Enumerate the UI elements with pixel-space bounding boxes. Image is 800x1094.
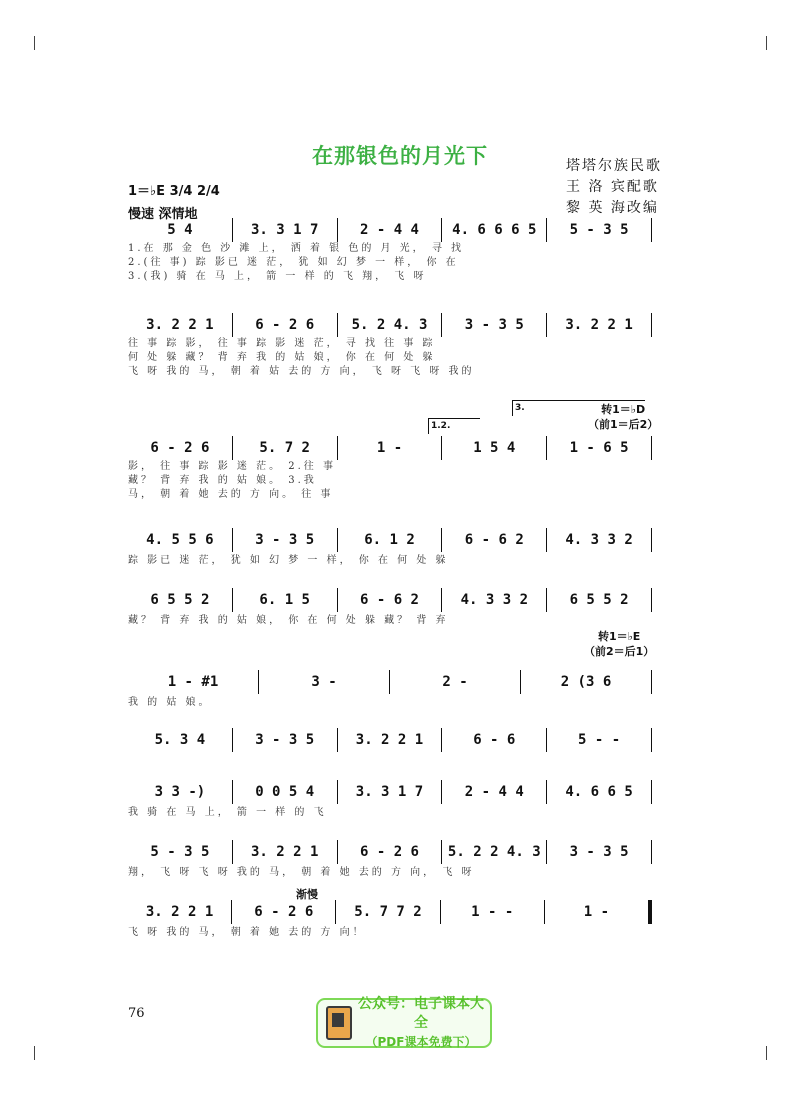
note-line [128, 528, 652, 552]
music-system [128, 728, 652, 754]
measure: 3 - 3 5 [255, 532, 315, 548]
measure: 6 - 2 6 [150, 440, 210, 456]
measure: 6 5 5 2 [150, 592, 210, 608]
credit-line: 黎 英 海改编 [566, 200, 659, 216]
measure: 2 (3 6 [560, 674, 612, 690]
lyric-line: 飞 呀 我的 马， 朝 着 她 去的 方 向！ [128, 927, 366, 938]
measure: 4. 6 6 5 [565, 784, 633, 800]
bar-line [651, 313, 652, 337]
measure: 5 4 [167, 222, 193, 238]
measure: 3 - 3 5 [569, 844, 629, 860]
bar-line [651, 528, 652, 552]
note-line [128, 728, 652, 752]
measure: 3. 3 1 7 [250, 222, 319, 238]
key-signature: 1＝♭E 3/4 2/4 [128, 184, 220, 199]
measure: 6 - 2 6 [255, 317, 315, 333]
lyric-line: 我 的 姑 娘。 [128, 697, 212, 708]
music-system [128, 780, 652, 820]
measure: 3. 2 2 1 [146, 317, 214, 333]
note-line [128, 900, 652, 924]
ending-bracket-12: 1.2. [428, 418, 480, 434]
measure: 6 5 5 2 [569, 592, 629, 608]
lyric-line: 往 事 踪 影， 往 事 踪 影 迷 茫， 寻 找 往 事 踪 [128, 338, 436, 349]
credit-line: 王 洛 宾配歌 [566, 179, 659, 195]
bar-line [651, 436, 652, 460]
measure: 1 5 4 [473, 440, 516, 456]
music-system [128, 900, 652, 940]
measure: 6 - 2 6 [359, 844, 419, 860]
measure: 4. 3 3 2 [460, 592, 528, 608]
lyric-line: 何 处 躲 藏？ 背 弃 我 的 姑 娘， 你 在 何 处 躲 [128, 352, 436, 363]
lyric-line: 马， 朝 着 她 去的 方 向。 往 事 [128, 489, 334, 500]
credit-line: 塔塔尔族民歌 [566, 158, 662, 174]
crop-mark [34, 1046, 35, 1060]
ending-bracket-3: 3. [512, 400, 645, 416]
lyric-line: 飞 呀 我的 马， 朝 着 姑 去的 方 向， 飞 呀 飞 呀 我的 [128, 366, 475, 377]
badge-title: 公众号：电子课本大全 [358, 995, 484, 1031]
measure: 3. 3 1 7 [355, 784, 424, 800]
music-system [128, 588, 652, 628]
measure: 3 - 3 5 [464, 317, 524, 333]
measure: 4. 3 3 2 [565, 532, 633, 548]
lyric-line: 影， 往 事 踪 影 迷 茫。 2.往 事 [128, 461, 336, 472]
note-line [128, 218, 652, 242]
bar-line [651, 670, 652, 694]
measure: 1 - - [471, 904, 514, 920]
measure: 6. 1 5 [259, 592, 310, 608]
measure: 6 - 6 2 [464, 532, 524, 548]
measure: 5. 2 4. 3 [351, 317, 428, 333]
measure: 4. 6 6 6 5 [452, 222, 537, 238]
measure: 6 - 6 [473, 732, 516, 748]
tempo-marking: 慢速 深情地 [128, 207, 198, 222]
measure: 2 - [442, 674, 468, 690]
measure: 6 - 6 2 [359, 592, 419, 608]
bar-line [651, 218, 652, 242]
measure: 3. 2 2 1 [565, 317, 633, 333]
music-system [128, 218, 652, 284]
modulation-note [584, 629, 654, 659]
measure: 0 0 5 4 [255, 784, 315, 800]
modulation-key: 转1＝♭D [601, 403, 646, 416]
lyric-line: 藏？ 背 弃 我 的 姑 娘。 3.我 [128, 475, 317, 486]
note-line [128, 840, 652, 864]
measure: 3. 2 2 1 [145, 904, 214, 920]
measure: 5. 2 2 4. 3 [447, 844, 541, 860]
page-number: 76 [128, 1006, 145, 1021]
lyric-line: 踪 影已 迷 茫， 犹 如 幻 梦 一 样， 你 在 何 处 躲 [128, 555, 449, 566]
measure: 5 - - [578, 732, 621, 748]
crop-mark [766, 1046, 767, 1060]
modulation-relation: （前2＝后1） [584, 645, 655, 658]
measure: 5. 3 4 [154, 732, 206, 748]
note-line [128, 313, 652, 337]
watermark-badge [316, 995, 492, 1049]
note-line [128, 780, 652, 804]
modulation-key: 转1＝♭E [597, 630, 641, 643]
measure: 5. 7 7 2 [354, 904, 422, 920]
note-line [128, 436, 652, 460]
bar-line [651, 780, 652, 804]
credits [566, 156, 662, 219]
badge-subtitle: （PDF课本免费下） [365, 1034, 477, 1049]
book-icon [326, 1006, 352, 1040]
measure: 2 - 4 4 [359, 222, 419, 238]
measure: 1 - #1 [167, 674, 219, 690]
measure: 5 - 3 5 [150, 844, 210, 860]
measure: 3. 2 2 1 [250, 844, 319, 860]
lyric-line: 2.(往 事) 踪 影已 迷 茫， 犹 如 幻 梦 一 样， 你 在 [128, 257, 459, 268]
lyric-line: 1.在 那 金 色 沙 滩 上， 洒 着 银 色的 月 光， 寻 找 [128, 243, 465, 254]
crop-mark [766, 36, 767, 50]
music-system [128, 436, 652, 502]
music-system [128, 670, 652, 710]
note-line [128, 670, 652, 694]
measure: 3. 2 2 1 [355, 732, 424, 748]
measure: 6 - 2 6 [254, 904, 314, 920]
bar-line [651, 588, 652, 612]
bar-line [651, 728, 652, 752]
music-system [128, 313, 652, 379]
measure: 3 - 3 5 [255, 732, 315, 748]
music-system [128, 840, 652, 880]
note-line [128, 588, 652, 612]
measure: 4. 5 5 6 [146, 532, 214, 548]
bar-line [648, 900, 652, 924]
song-title: 在那银色的月光下 [312, 144, 488, 168]
lyric-line: 藏？ 背 弃 我 的 姑 娘， 你 在 何 处 躲 藏？ 背 弃 [128, 615, 449, 626]
measure: 5 - 3 5 [569, 222, 629, 238]
bar-line [651, 840, 652, 864]
measure: 3 - [311, 674, 337, 690]
measure: 1 - [583, 904, 610, 920]
lyric-line: 我 骑 在 马 上， 箭 一 样 的 飞 [128, 807, 327, 818]
lyric-line: 翔， 飞 呀 飞 呀 我的 马， 朝 着 她 去的 方 向， 飞 呀 [128, 867, 475, 878]
lyric-line: 3.(我) 骑 在 马 上， 箭 一 样 的 飞 翔， 飞 呀 [128, 271, 427, 282]
modulation-relation: （前1＝后2） [588, 418, 659, 431]
music-system [128, 528, 652, 568]
measure: 1 - [376, 440, 403, 456]
measure: 5. 7 2 [259, 440, 310, 456]
measure: 1 - 6 5 [569, 440, 629, 456]
measure: 2 - 4 4 [464, 784, 524, 800]
ritardando-marking: 渐慢 [296, 888, 318, 901]
measure: 3 3 -) [154, 784, 206, 800]
measure: 6. 1 2 [364, 532, 415, 548]
crop-mark [34, 36, 35, 50]
